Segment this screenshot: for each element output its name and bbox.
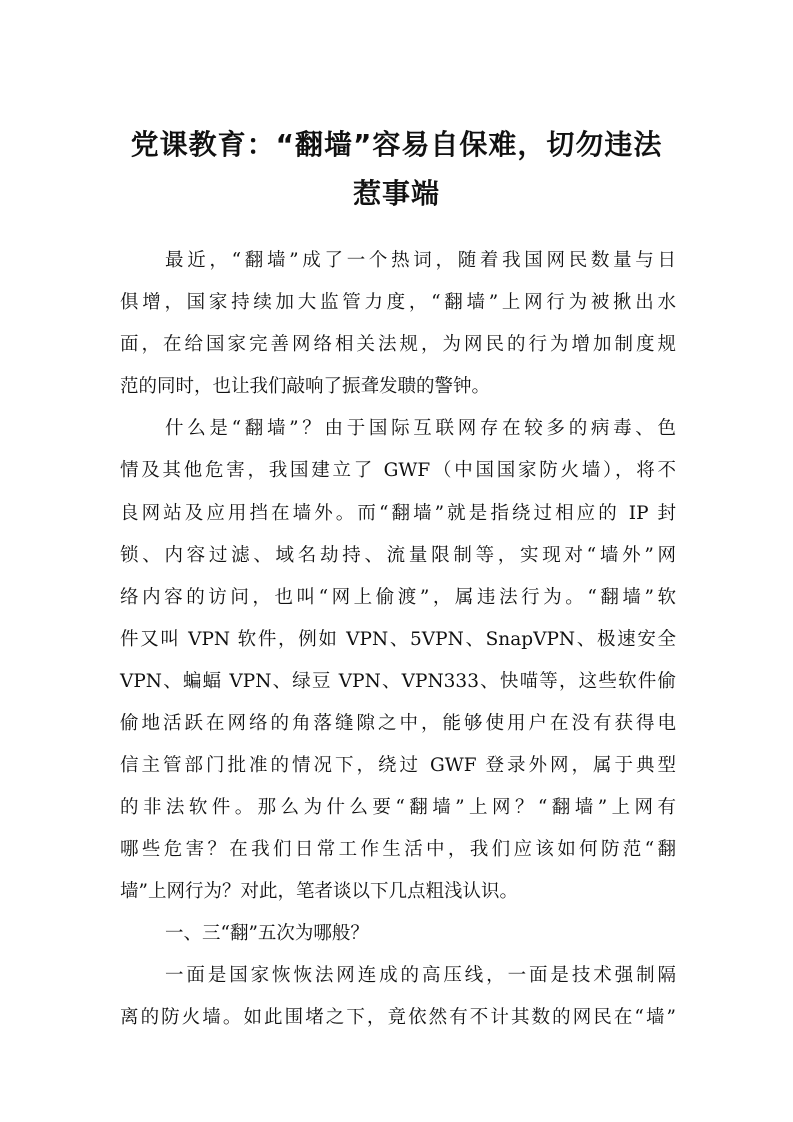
paragraph-line: 什么是“翻墙”？由于国际互联网存在较多的病毒、色: [165, 418, 676, 439]
paragraph-line: 情及其他危害，我国建立了 GWF（中国国家防火墙），将不: [120, 460, 676, 481]
paragraph-line: 最近，“翻墙”成了一个热词，随着我国网民数量与日: [165, 250, 676, 271]
paragraph-line: 哪些危害？在我们日常工作生活中，我们应该如何防范“翻: [120, 839, 676, 860]
paragraph-line: 墙”上网行为？对此，笔者谈以下几点粗浅认识。: [120, 881, 518, 902]
document-title-line-1: 党课教育：“翻墙”容易自保难，切勿违法: [130, 128, 663, 161]
paragraph-line: 离的防火墙。如此围堵之下，竟依然有不计其数的网民在“墙”: [120, 1007, 676, 1028]
section-heading: 一、三“翻”五次为哪般？: [165, 923, 369, 944]
paragraph-line: 的非法软件。那么为什么要“翻墙”上网？“翻墙”上网有: [120, 797, 676, 818]
paragraph-line: 一面是国家恢恢法网连成的高压线，一面是技术强制隔: [165, 965, 676, 986]
paragraph-line: 范的同时，也让我们敲响了振聋发聩的警钟。: [120, 376, 491, 397]
paragraph-line: 络内容的访问，也叫“网上偷渡”，属违法行为。“翻墙”软: [120, 587, 676, 608]
paragraph-line: 锁、内容过滤、域名劫持、流量限制等，实现对“墙外”网: [120, 545, 676, 566]
paragraph-line: 良网站及应用挡在墙外。而“翻墙”就是指绕过相应的 IP 封: [120, 503, 676, 524]
paragraph-line: 面，在给国家完善网络相关法规，为网民的行为增加制度规: [120, 334, 676, 355]
paragraph-line: 偷地活跃在网络的角落缝隙之中，能够使用户在没有获得电: [120, 713, 676, 734]
paragraph-line: 俱增，国家持续加大监管力度，“翻墙”上网行为被揪出水: [120, 292, 676, 313]
paragraph-line: VPN、蝙蝠 VPN、绿豆 VPN、VPN333、快喵等，这些软件偷: [120, 671, 676, 692]
paragraph-line: 信主管部门批准的情况下，绕过 GWF 登录外网，属于典型: [120, 755, 676, 776]
paragraph-line: 件又叫 VPN 软件，例如 VPN、5VPN、SnapVPN、极速安全: [120, 629, 676, 650]
document-title-line-2: 惹事端: [352, 177, 440, 210]
